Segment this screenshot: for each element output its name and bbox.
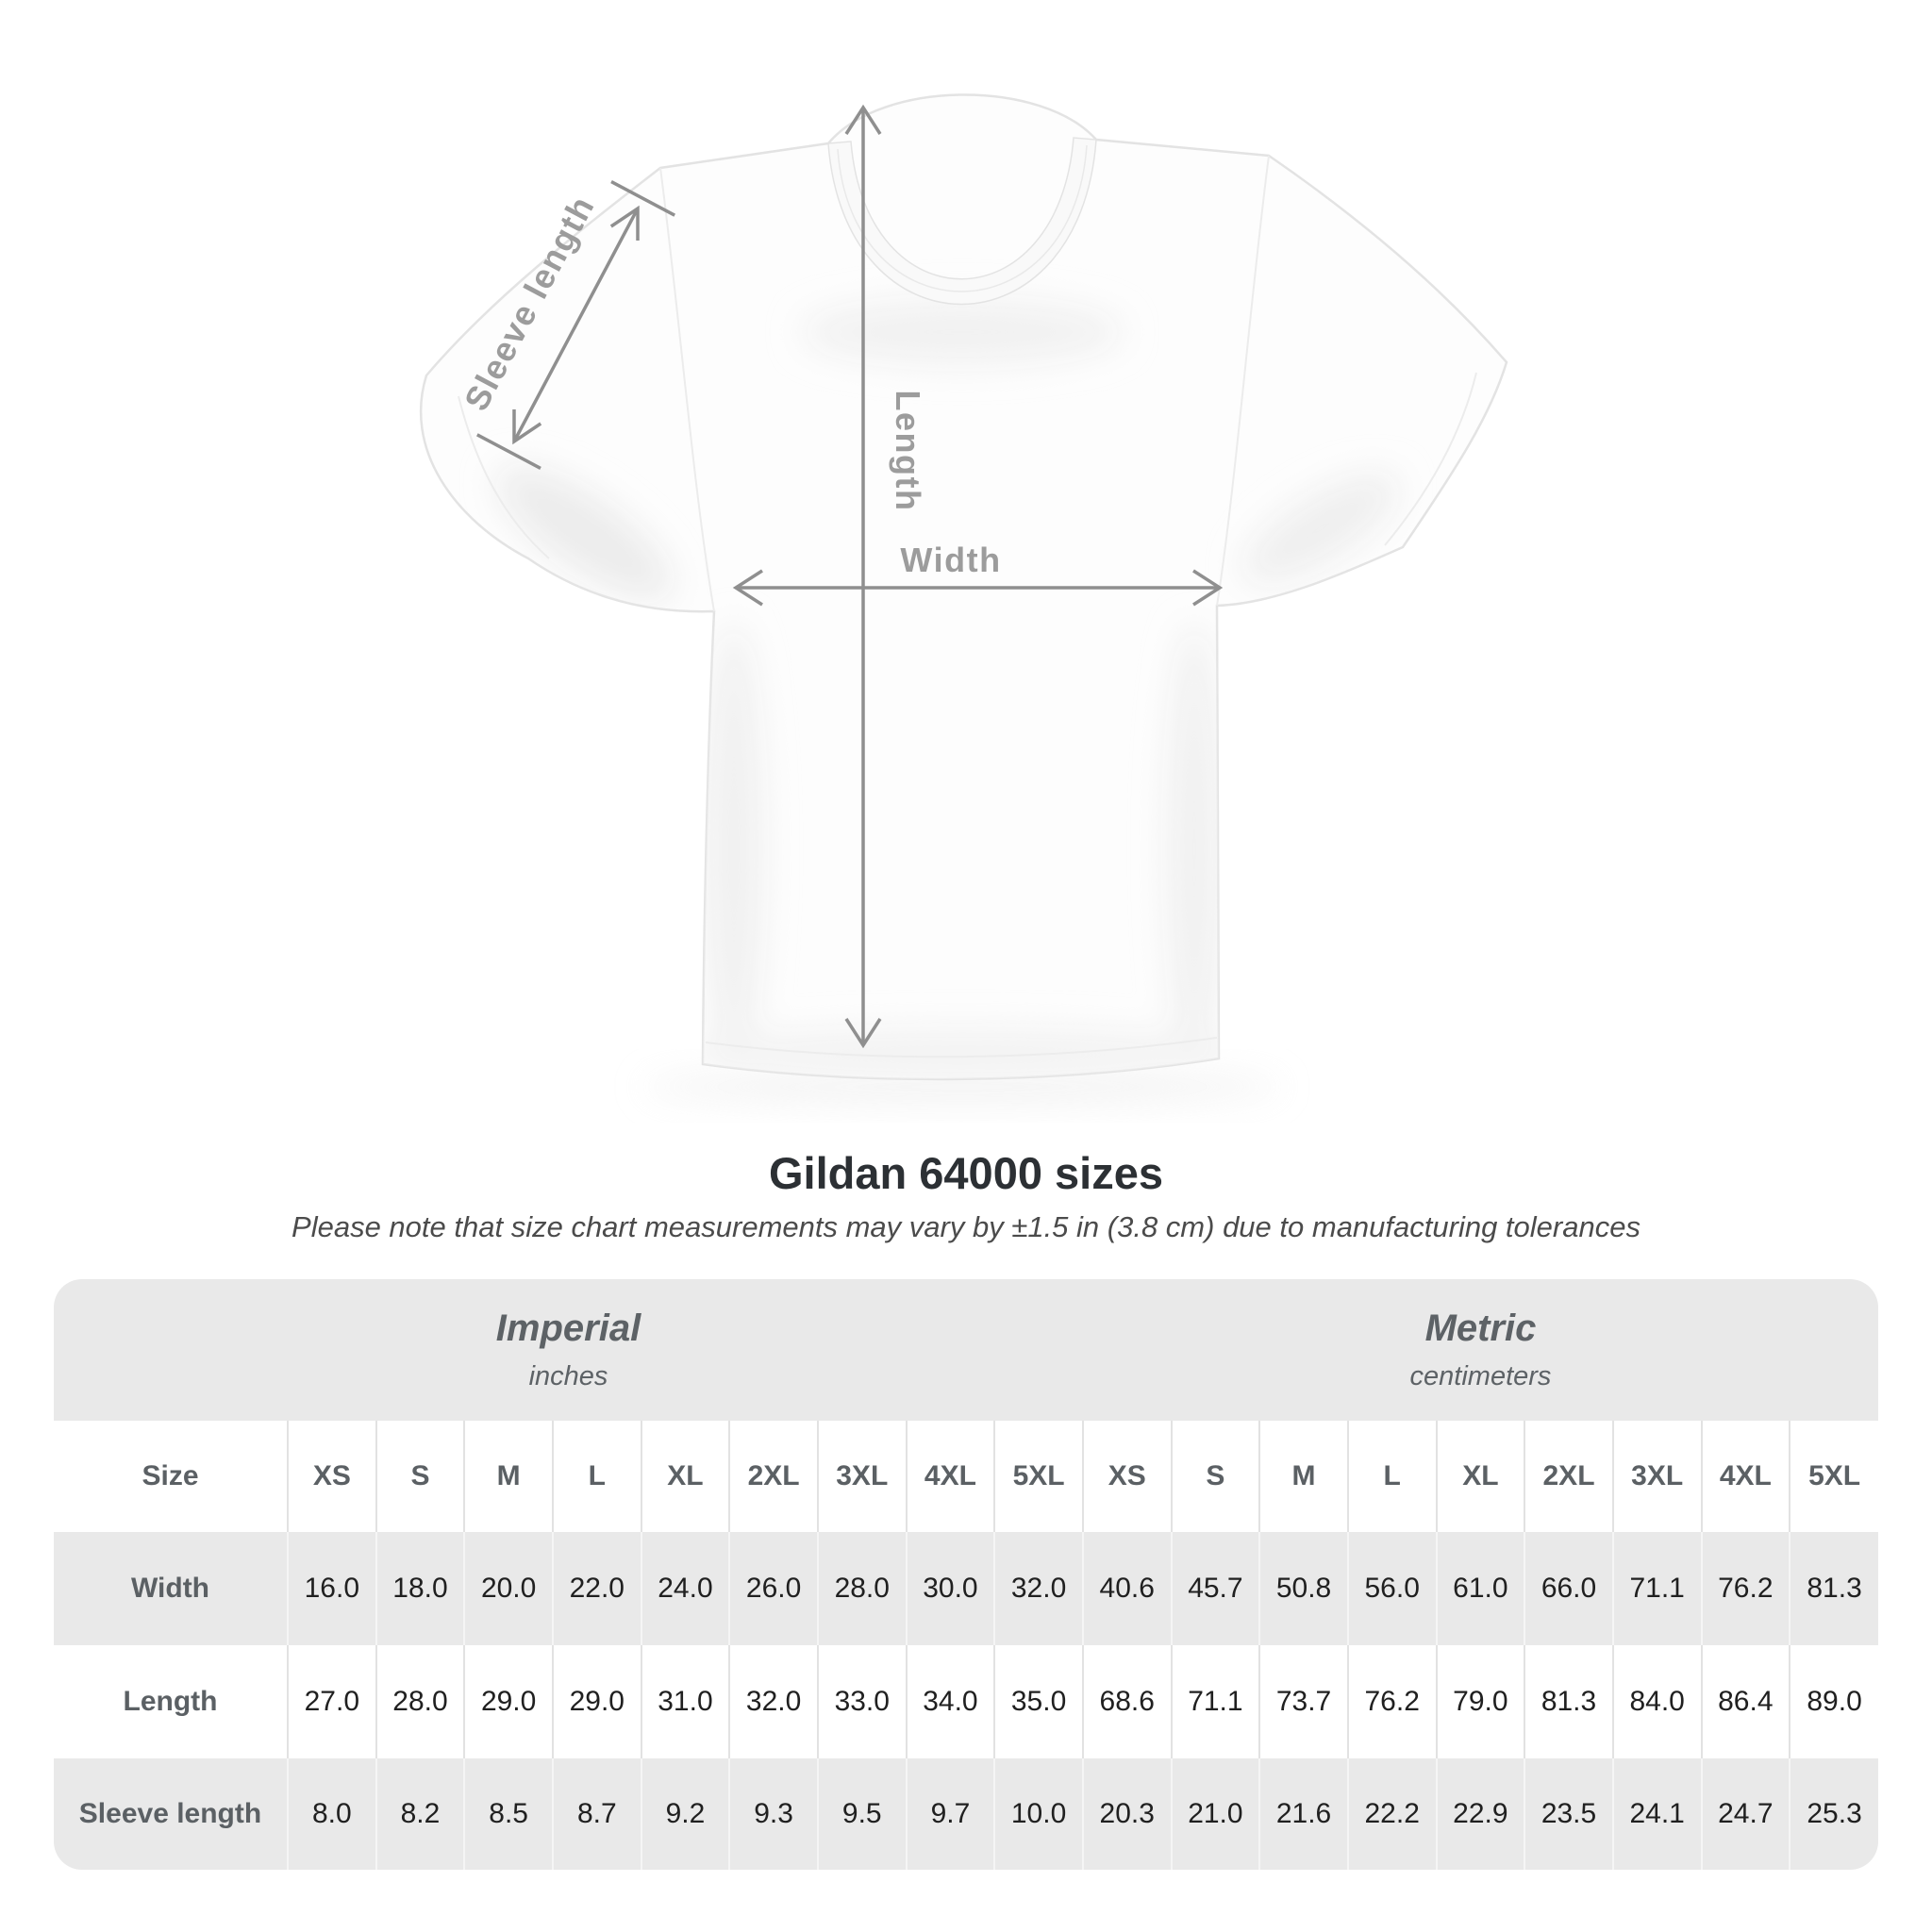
size-col-header: XS xyxy=(288,1421,376,1532)
imperial-unit-label: inches xyxy=(528,1361,608,1391)
value-cell: 68.6 xyxy=(1083,1645,1172,1758)
value-cell: 20.3 xyxy=(1083,1758,1172,1870)
size-col-header: XL xyxy=(641,1421,730,1532)
value-cell: 22.0 xyxy=(553,1532,641,1645)
size-table-grid xyxy=(54,1421,1878,1870)
sleeve-length-label: Sleeve length xyxy=(456,189,603,417)
value-cell: 21.6 xyxy=(1259,1758,1348,1870)
value-cell: 26.0 xyxy=(729,1532,818,1645)
value-cell: 86.4 xyxy=(1702,1645,1790,1758)
metric-unit-label: centimeters xyxy=(1409,1361,1552,1391)
value-cell: 35.0 xyxy=(994,1645,1083,1758)
value-cell: 9.2 xyxy=(641,1758,730,1870)
value-cell: 27.0 xyxy=(288,1645,376,1758)
table-row xyxy=(54,1645,1878,1758)
size-col-header: 3XL xyxy=(1613,1421,1702,1532)
value-cell: 89.0 xyxy=(1790,1645,1878,1758)
size-col-header: M xyxy=(464,1421,553,1532)
value-cell: 81.3 xyxy=(1790,1532,1878,1645)
value-cell: 45.7 xyxy=(1172,1532,1260,1645)
value-cell: 9.3 xyxy=(729,1758,818,1870)
value-cell: 40.6 xyxy=(1083,1532,1172,1645)
value-cell: 8.2 xyxy=(376,1758,465,1870)
size-header-row xyxy=(54,1421,1878,1532)
size-col-header: S xyxy=(376,1421,465,1532)
value-cell: 21.0 xyxy=(1172,1758,1260,1870)
value-cell: 76.2 xyxy=(1348,1645,1437,1758)
value-cell: 23.5 xyxy=(1524,1758,1613,1870)
value-cell: 33.0 xyxy=(818,1645,907,1758)
table-row xyxy=(54,1532,1878,1645)
table-row xyxy=(54,1758,1878,1870)
value-cell: 8.7 xyxy=(553,1758,641,1870)
value-cell: 24.1 xyxy=(1613,1758,1702,1870)
value-cell: 73.7 xyxy=(1259,1645,1348,1758)
size-col-header: 3XL xyxy=(818,1421,907,1532)
value-cell: 10.0 xyxy=(994,1758,1083,1870)
value-cell: 28.0 xyxy=(818,1532,907,1645)
row-label: Length xyxy=(123,1686,218,1717)
width-label: Width xyxy=(900,541,1002,579)
value-cell: 61.0 xyxy=(1437,1532,1525,1645)
value-cell: 71.1 xyxy=(1172,1645,1260,1758)
tolerance-note: Please note that size chart measurements may vary by ±1.5 in (3.8 cm) due to manufacturing tolerances xyxy=(291,1210,1641,1243)
page-title: Gildan 64000 sizes xyxy=(768,1148,1164,1198)
value-cell: 20.0 xyxy=(464,1532,553,1645)
value-cell: 31.0 xyxy=(641,1645,730,1758)
length-label: Length xyxy=(889,390,927,512)
size-col-header: 5XL xyxy=(994,1421,1083,1532)
value-cell: 71.1 xyxy=(1613,1532,1702,1645)
value-cell: 50.8 xyxy=(1259,1532,1348,1645)
size-col-header: 5XL xyxy=(1790,1421,1878,1532)
value-cell: 34.0 xyxy=(907,1645,995,1758)
value-cell: 18.0 xyxy=(376,1532,465,1645)
row-label: Sleeve length xyxy=(54,1758,288,1870)
size-col-header: XS xyxy=(1083,1421,1172,1532)
unit-group-metric xyxy=(1083,1279,1878,1421)
value-cell: 66.0 xyxy=(1524,1532,1613,1645)
value-cell: 24.0 xyxy=(641,1532,730,1645)
value-cell: 84.0 xyxy=(1613,1645,1702,1758)
value-cell: 22.2 xyxy=(1348,1758,1437,1870)
value-cell: 32.0 xyxy=(729,1645,818,1758)
value-cell: 79.0 xyxy=(1437,1645,1525,1758)
value-cell: 8.0 xyxy=(288,1758,376,1870)
value-cell: 29.0 xyxy=(553,1645,641,1758)
size-col-header: 4XL xyxy=(907,1421,995,1532)
row-label: Width xyxy=(54,1532,288,1645)
value-cell: 9.7 xyxy=(907,1758,995,1870)
size-col-header: 2XL xyxy=(1524,1421,1613,1532)
size-label-header: Size xyxy=(142,1460,199,1491)
value-cell: 25.3 xyxy=(1790,1758,1878,1870)
value-cell: 24.7 xyxy=(1702,1758,1790,1870)
size-col-header: 4XL xyxy=(1702,1421,1790,1532)
value-cell: 29.0 xyxy=(464,1645,553,1758)
size-col-header: S xyxy=(1172,1421,1260,1532)
size-col-header: XL xyxy=(1437,1421,1525,1532)
unit-group-imperial xyxy=(54,1279,1083,1421)
size-col-header: L xyxy=(1348,1421,1437,1532)
metric-label: Metric xyxy=(1424,1307,1537,1349)
value-cell: 32.0 xyxy=(994,1532,1083,1645)
unit-header-band xyxy=(54,1279,1878,1421)
value-cell: 56.0 xyxy=(1348,1532,1437,1645)
value-cell: 9.5 xyxy=(818,1758,907,1870)
value-cell: 16.0 xyxy=(288,1532,376,1645)
value-cell: 22.9 xyxy=(1437,1758,1525,1870)
size-col-header: 2XL xyxy=(729,1421,818,1532)
size-chart-table xyxy=(54,1279,1878,1870)
size-col-header: L xyxy=(553,1421,641,1532)
size-col-header: M xyxy=(1259,1421,1348,1532)
value-cell: 76.2 xyxy=(1702,1532,1790,1645)
imperial-label: Imperial xyxy=(495,1307,641,1349)
value-cell: 8.5 xyxy=(464,1758,553,1870)
value-cell: 81.3 xyxy=(1524,1645,1613,1758)
value-cell: 28.0 xyxy=(376,1645,465,1758)
value-cell: 30.0 xyxy=(907,1532,995,1645)
